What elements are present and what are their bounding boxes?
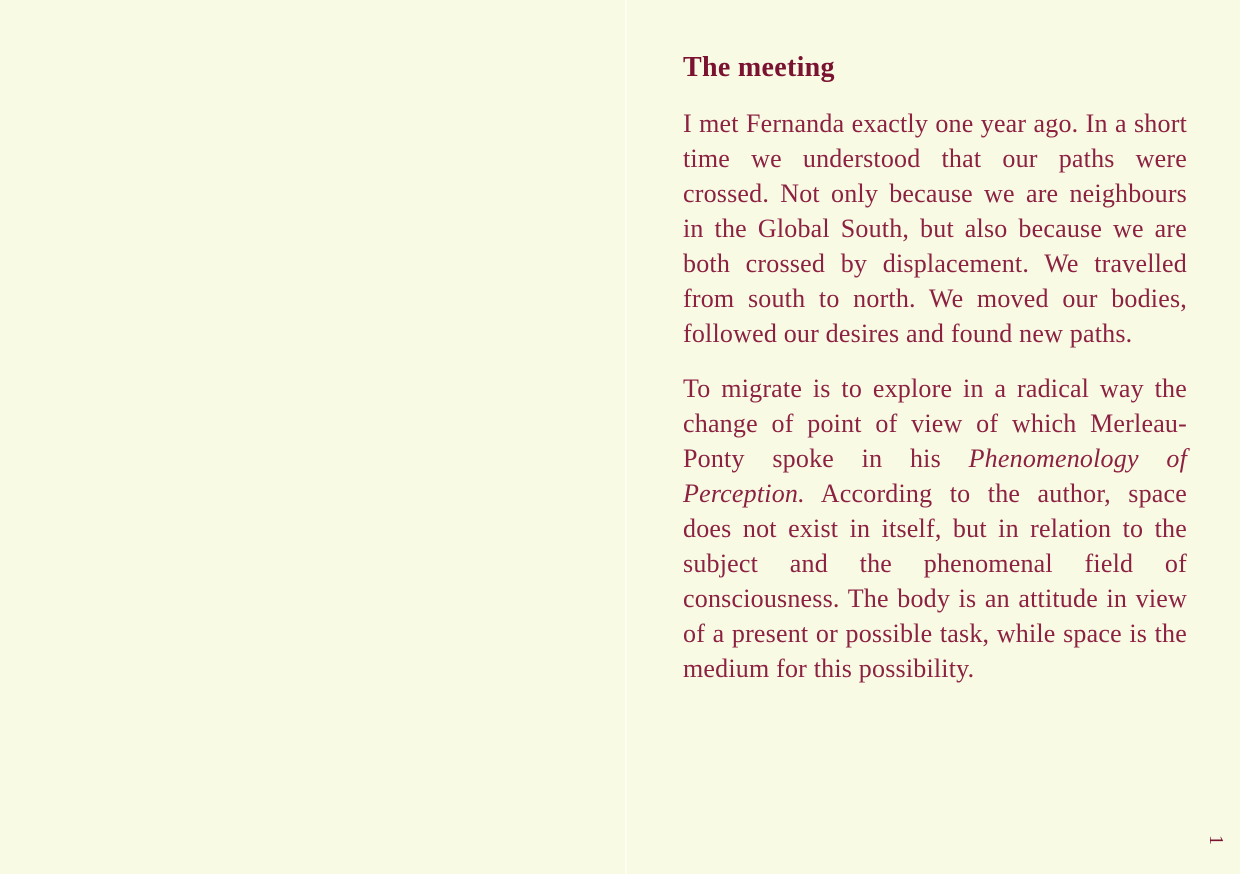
paragraph-2-trail-text: According to the author, space does not exist in itself, but in relation to the subject and the phenomenal field of consciousness. The body is an attitude in view of a present or possible task, while space is the medium for this possibility.: [683, 479, 1187, 683]
text-column: [683, 50, 1187, 686]
page-number: 1: [1205, 835, 1227, 845]
section-heading: The meeting: [683, 52, 835, 83]
book-title-italic: Phenomenology of Perception.: [683, 444, 1187, 508]
paragraph-2-lead-text: To migrate is to explore in a radical way the change of point of view of which Merleau-Ponty spoke in his: [683, 374, 1187, 473]
paragraph-2: [683, 371, 1187, 686]
right-page: [627, 0, 1240, 874]
paragraph-1: I met Fernanda exactly one year ago. In a short time we understood that our paths were crossed. Not only because we are neighbours in the Global South, but also because we are both crossed by displacement. We travelled from south to north. We moved our bodies, followed our desires and found new paths.: [683, 109, 1187, 348]
